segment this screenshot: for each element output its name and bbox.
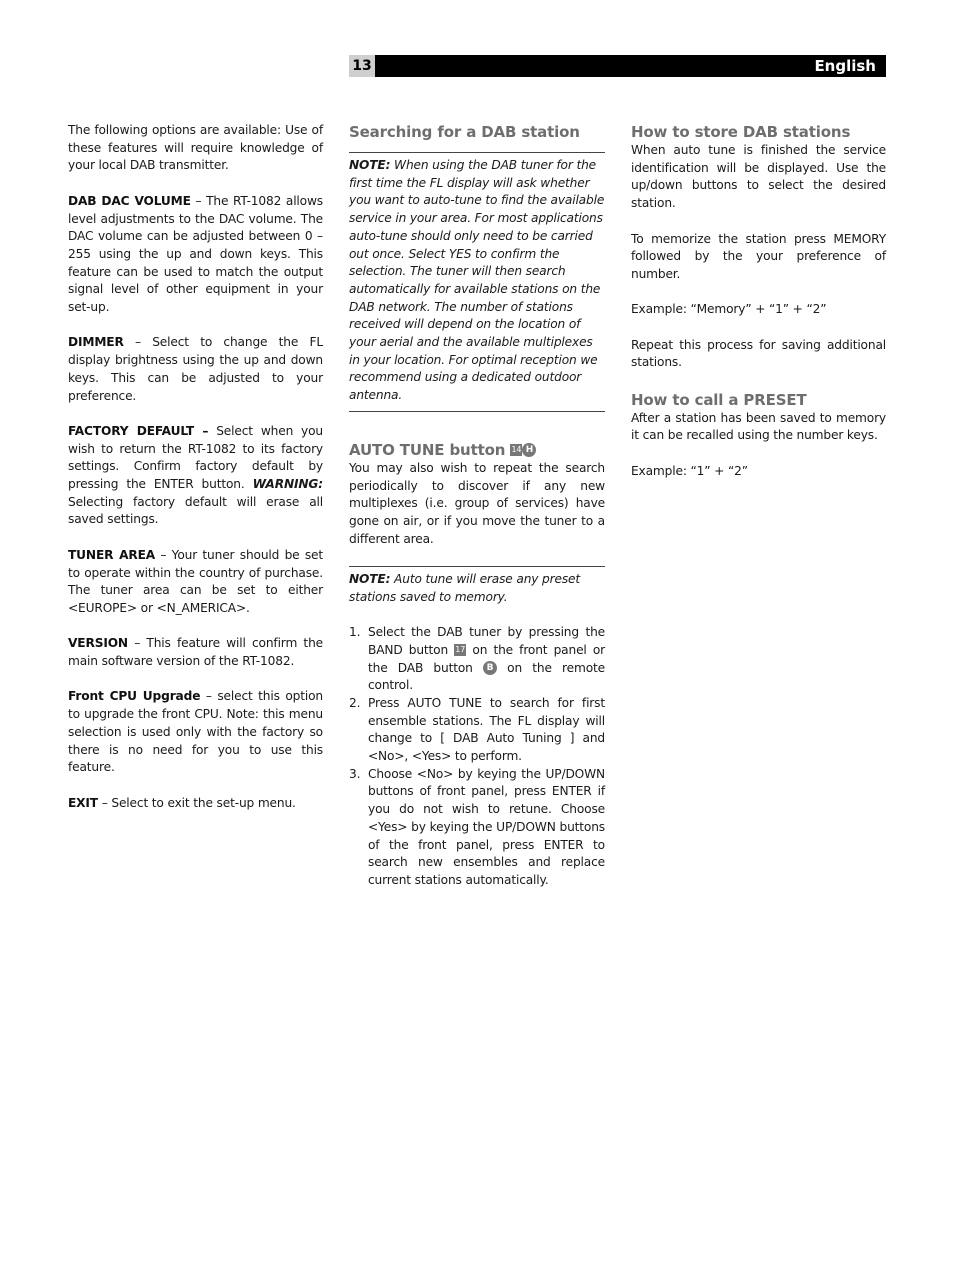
option-text: – Select to exit the set-up menu. [97,795,296,810]
option-term: Front CPU Upgrade [68,689,201,704]
step-text: on the remote control. [368,660,605,693]
store-paragraph: Repeat this process for saving additional stations. [631,337,886,370]
call-paragraph: After a station has been saved to memory it can be recalled using the number keys. [631,410,886,443]
column-middle [349,122,605,890]
step-text: Press AUTO TUNE to search for first ensemble stations. The FL display will change to [ DAB Auto Tuning ] and <No>, <Yes> to perform. [368,695,605,764]
autotune-heading-text: AUTO TUNE button [349,440,506,459]
intro-paragraph: The following options are available: Use of these features will require knowledge of your local DAB transmitter. [68,123,323,173]
warning-text: Selecting factory default will erase all saved settings. [68,494,323,527]
option-version [68,635,323,670]
step-text: Select the DAB tuner by pressing the BAND button [368,625,605,657]
option-factory-default [68,423,323,529]
option-tuner-area [68,547,323,618]
option-text: – select this option to upgrade the front CPU. Note: this menu selection is used only with the factory so there is no need for you to use this feature. [68,689,323,775]
page-number: 13 [349,55,375,77]
store-example: Example: “Memory” + “1” + “2” [631,302,827,317]
warning-label: WARNING: [252,477,323,492]
steps-list [349,624,605,890]
step-text: on the front panel or the DAB button [368,642,605,675]
list-item [349,624,605,695]
option-term: VERSION [68,636,128,651]
column-left [68,122,323,830]
list-item [349,766,605,890]
note-box-2 [349,566,605,606]
note-text: When using the DAB tuner for the first time the FL display will ask whether you want to auto-tune to find the available service in your area. For most applications auto-tune should only need to be carried out once. Select YES to confirm the selection. The tuner will then search automatically for available stations on the DAB network. The number of stations received will depend on the location of your aerial and the available multiplexes in your location. For optimal reception we recommend using a dedicated outdoor antenna. [349,158,605,403]
front-panel-key-badge: 17 [455,645,466,655]
option-dab-dac-volume [68,193,323,317]
store-paragraph: To memorize the station press MEMORY followed by the your preference of number. [631,231,886,281]
option-term: FACTORY DEFAULT – [68,423,209,438]
option-text: – This feature will confirm the main software version of the RT-1082. [68,636,323,669]
step-text: Choose <No> by keying the UP/DOWN buttons of front panel, press ENTER if you do not wish to retune. Choose <Yes> by keying the UP/DOWN buttons of the front panel, press ENTER to search new ensembles and replace current stations automatically. [368,766,605,887]
list-item [349,695,605,766]
front-panel-key-badge: 14 [511,445,522,455]
option-text: – The RT-1082 allows level adjustments to the DAC volume. The DAC volume can be adjusted between 0 – 255 using the up and down keys. This feature can be used to match the output signal level of other equipment in your set-up. [68,193,323,315]
step-number: 3. [349,766,361,781]
autotune-heading [349,440,605,460]
option-front-cpu-upgrade [68,688,323,777]
remote-key-badge: H [522,443,536,457]
option-term: TUNER AREA [68,547,156,562]
option-term: EXIT [68,795,98,810]
autotune-paragraph: You may also wish to repeat the search periodically to discover if any new multiplexes (i.e. group of services) have gone on air, or if you move the tuner to a different area. [349,460,605,546]
note-text: Auto tune will erase any preset stations saved to memory. [349,572,581,604]
note-box [349,152,605,412]
header-bar [349,55,886,77]
call-heading: How to call a PRESET [631,390,807,409]
option-text: – Select to change the FL display brightness using the up and down keys. This can be adjusted to your preference. [68,335,323,403]
option-text: – Your tuner should be set to operate within the country of purchase. The tuner area can be set to either <EUROPE> or <N_AMERICA>. [68,547,324,615]
option-term: DAB DAC VOLUME [68,193,191,208]
step-number: 2. [349,695,361,710]
step-number: 1. [349,625,361,640]
store-paragraph: When auto tune is finished the service identification will be displayed. Use the up/down buttons to select the desired station. [631,143,886,211]
option-text: Select when you wish to return the RT-1082 to its factory settings. Confirm factory default by pressing the ENTER button. [68,423,323,492]
option-term: DIMMER [68,335,124,350]
search-heading: Searching for a DAB station [349,123,580,141]
option-exit [68,795,323,813]
column-right [631,122,886,498]
call-example: Example: “1” + “2” [631,463,748,478]
note-label: NOTE: [349,158,391,172]
note-label: NOTE: [349,572,391,587]
option-dimmer [68,334,323,405]
language-label: English [814,57,876,75]
store-heading: How to store DAB stations [631,123,851,141]
remote-key-badge: B [483,661,497,675]
